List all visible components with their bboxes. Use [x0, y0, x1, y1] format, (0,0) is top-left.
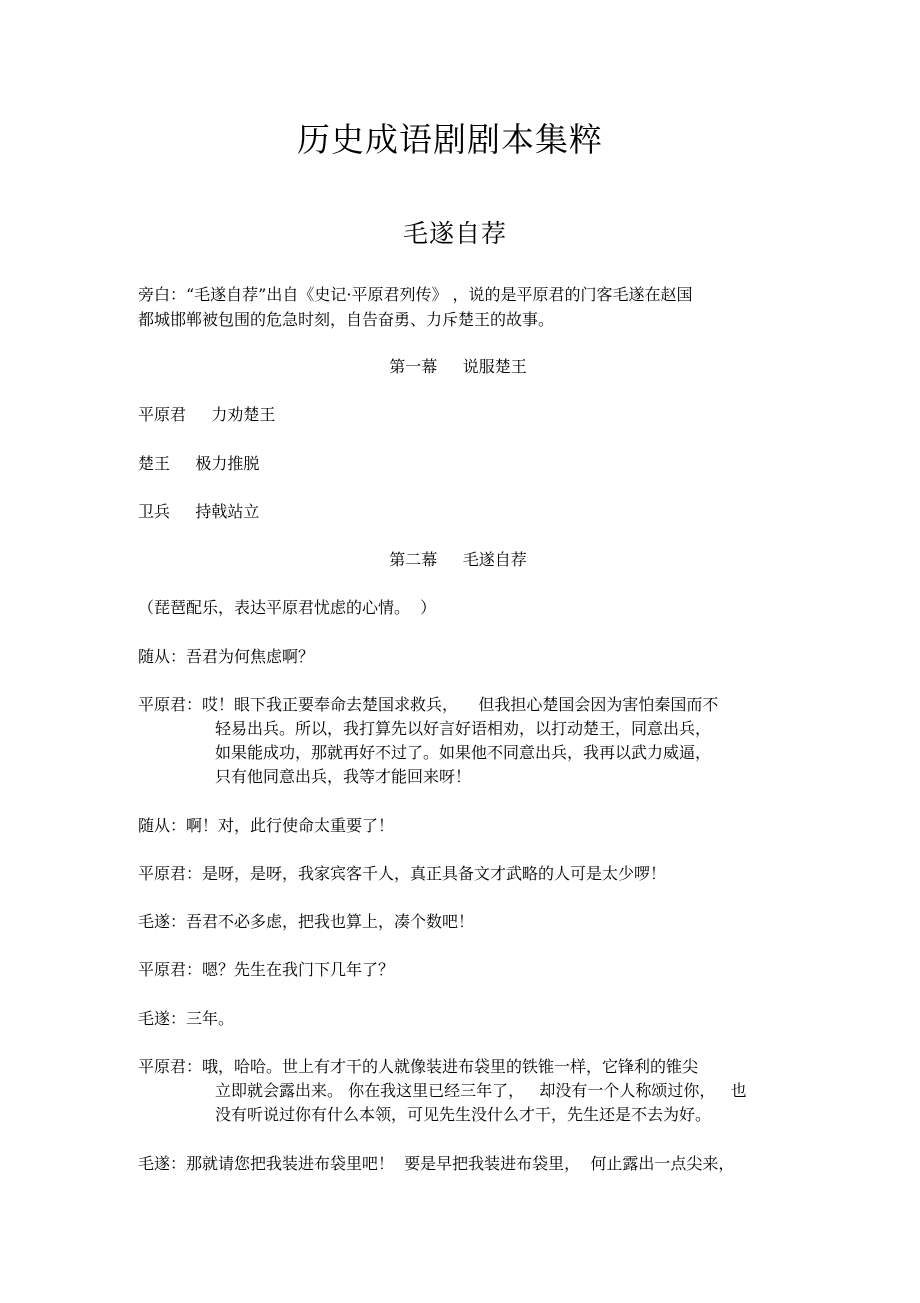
act-heading: 第二幕 毛遂自荐 [389, 550, 527, 569]
dialogue-line: 平原君：是呀，是呀，我家宾客千人，真正具备文才武略的人可是太少啰！ [138, 864, 667, 883]
document-title: 历史成语剧剧本集粹 [297, 120, 603, 159]
play-title: 毛遂自荐 [402, 219, 507, 248]
dialogue-line: 平原君：哎！眼下我正要奉命去楚国求救兵， 但我担心楚国会因为害怕秦国而不 [138, 695, 719, 714]
dialogue-continuation: 轻易出兵。所以，我打算先以好言好语相劝，以打动楚王，同意出兵， [215, 719, 712, 738]
cast-line: 楚王 极力推脱 [138, 454, 260, 473]
narration-line: 旁白：“毛遂自荐”出自《史记·平原君列传》 ，说的是平原君的门客毛遂在赵国 [138, 285, 693, 304]
narration-line: 都城邯郸被包围的危急时刻，自告奋勇、力斥楚王的故事。 [138, 310, 555, 329]
dialogue-continuation: 只有他同意出兵，我等才能回来呀！ [215, 767, 472, 786]
dialogue-line: 毛遂：吾君不必多虑，把我也算上，凑个数吧！ [138, 912, 475, 931]
dialogue-continuation: 没有听说过你有什么本领，可见先生没什么才干，先生还是不去为好。 [215, 1105, 712, 1124]
dialogue-continuation: 立即就会露出来。 你在我这里已经三年了， 却没有一个人称颂过你， 也 [215, 1081, 747, 1100]
dialogue-line: 随从：吾君为何焦虑啊？ [138, 647, 315, 666]
dialogue-line: 毛遂：三年。 [138, 1009, 235, 1028]
dialogue-line: 随从：啊！对，此行使命太重要了！ [138, 816, 395, 835]
cast-line: 平原君 力劝楚王 [138, 405, 276, 424]
dialogue-line: 毛遂：那就请您把我装进布袋里吧！ 要是早把我装进布袋里， 何止露出一点尖来， [138, 1154, 735, 1173]
dialogue-line: 平原君：哦，哈哈。世上有才干的人就像装进布袋里的铁锥一样，它锋利的锥尖 [138, 1057, 699, 1076]
dialogue-line: 平原君：嗯？先生在我门下几年了？ [138, 960, 395, 979]
dialogue-continuation: 如果能成功，那就再好不过了。如果他不同意出兵，我再以武力威逼， [215, 743, 712, 762]
act-heading: 第一幕 说服楚王 [389, 357, 527, 376]
cast-line: 卫兵 持戟站立 [138, 502, 260, 521]
stage-direction: （琵琶配乐，表达平原君忧虑的心情。 ） [138, 598, 437, 617]
